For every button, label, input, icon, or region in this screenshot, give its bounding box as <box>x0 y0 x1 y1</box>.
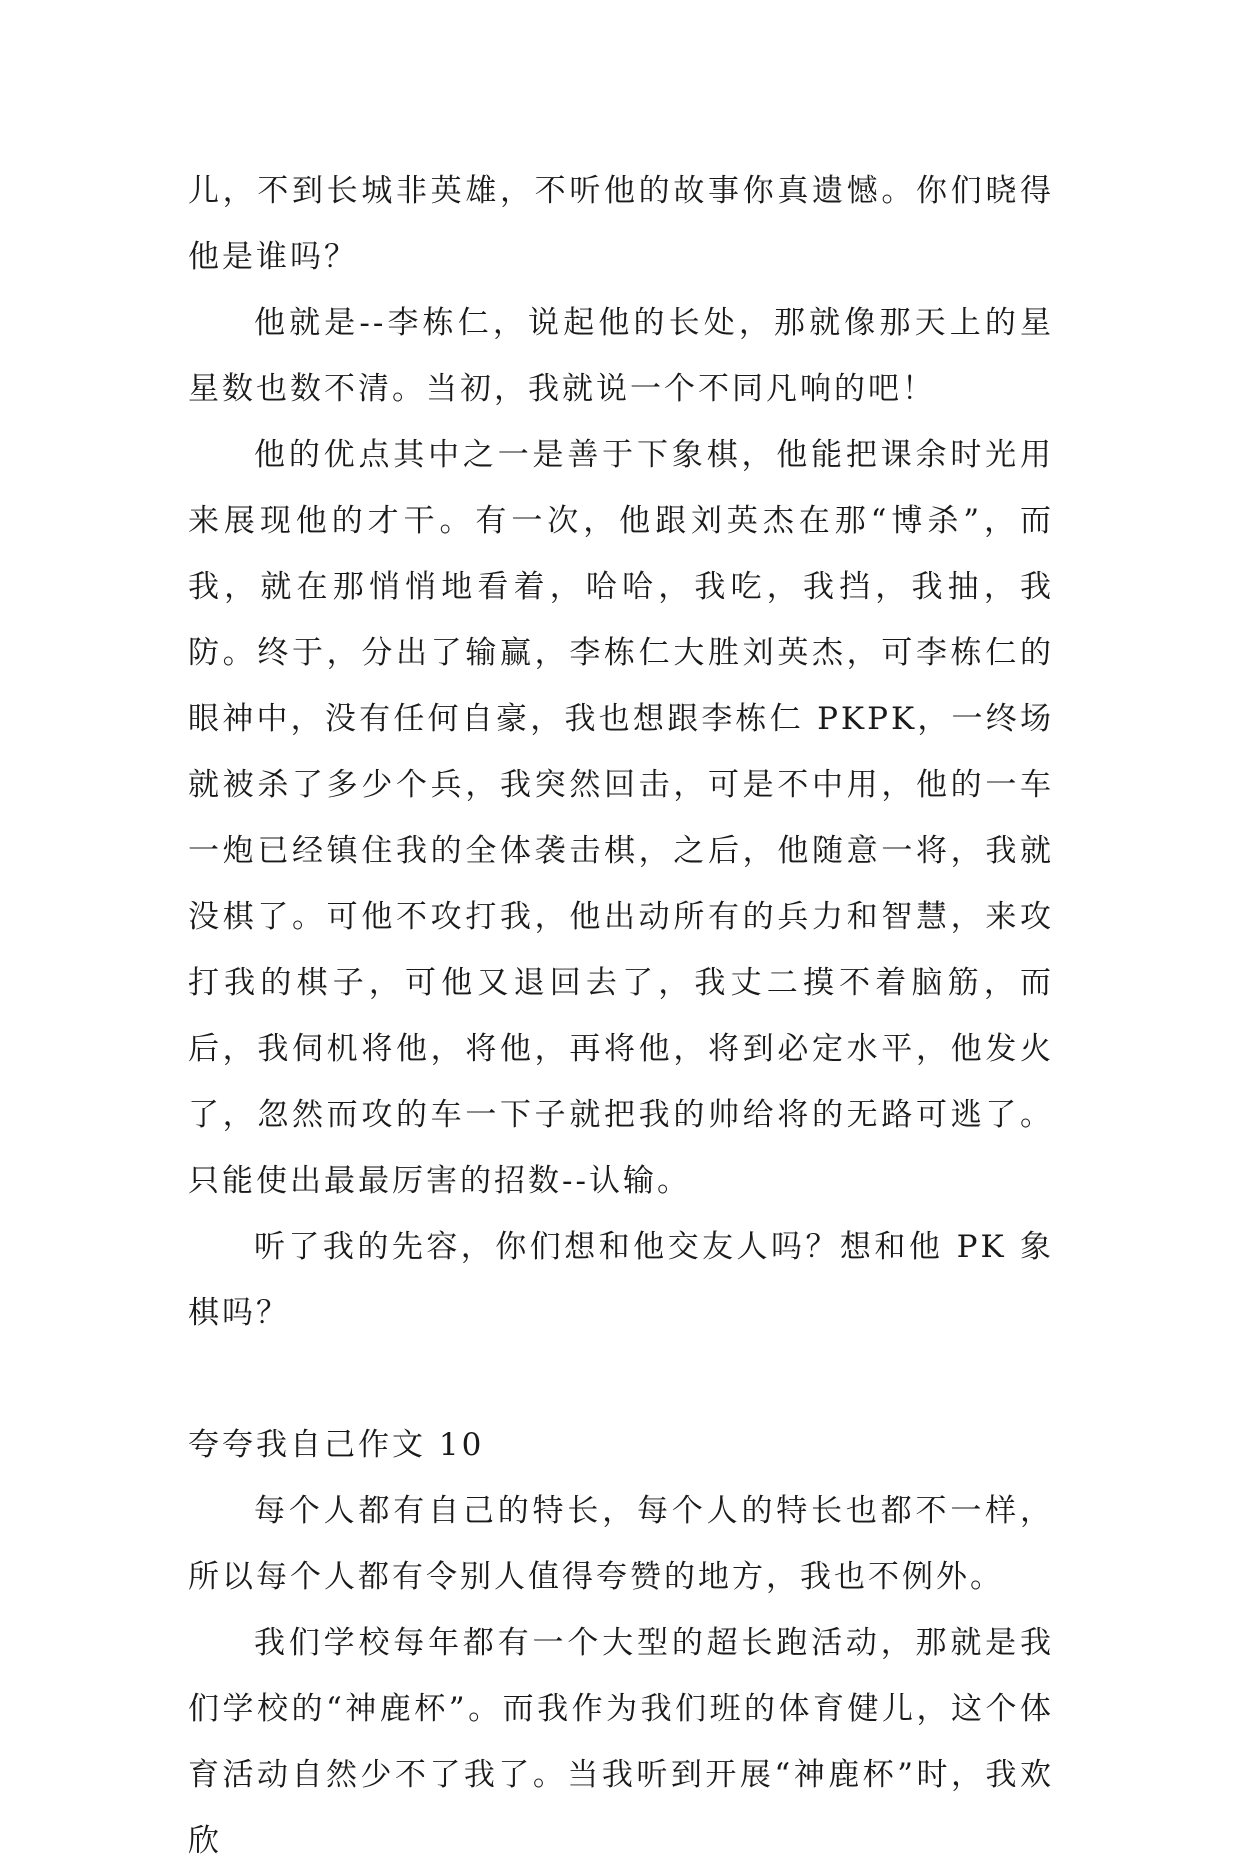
paragraph-1: 儿，不到长城非英雄，不听他的故事你真遗憾。你们晓得他是谁吗？ <box>188 173 1054 275</box>
paragraph-4: 听了我的先容，你们想和他交友人吗？想和他 PK 象棋吗？ <box>188 1229 1054 1331</box>
paragraph-3: 他的优点其中之一是善于下象棋，他能把课余时光用来展现他的才干。有一次，他跟刘英杰在那“博杀”，而我，就在那悄悄地看着，哈哈，我吃，我挡，我抽，我防。终于，分出了输赢，李栋仁大胜刘英杰，可李栋仁的眼神中，没有任何自豪，我也想跟李栋仁 PKPK，一终场就被杀了多少个兵，我突然回击，可是不中用，他的一车一炮已经镇住我的全体袭击棋，之后，他随意一将，我就没棋了。可他不攻打我，他出动所有的兵力和智慧，来攻打我的棋子，可他又退回去了，我丈二摸不着脑筋，而后，我伺机将他，将他，再将他，将到必定水平，他发火了，忽然而攻的车一下子就把我的帅给将的无路可逃了。只能使出最最厉害的招数--认输。 <box>188 437 1054 1199</box>
document-page <box>188 158 1054 1874</box>
paragraph-6: 我们学校每年都有一个大型的超长跑活动，那就是我们学校的“神鹿杯”。而我作为我们班的体育健儿，这个体育活动自然少不了我了。当我听到开展“神鹿杯”时，我欢欣 <box>188 1625 1054 1859</box>
paragraph-5: 每个人都有自己的特长，每个人的特长也都不一样，所以每个人都有令别人值得夸赞的地方，我也不例外。 <box>188 1493 1054 1595</box>
section-heading: 夸夸我自己作文 10 <box>188 1427 485 1463</box>
section-spacer <box>188 1346 1054 1412</box>
paragraph-2: 他就是--李栋仁，说起他的长处，那就像那天上的星星数也数不清。当初，我就说一个不同凡响的吧！ <box>188 305 1054 407</box>
